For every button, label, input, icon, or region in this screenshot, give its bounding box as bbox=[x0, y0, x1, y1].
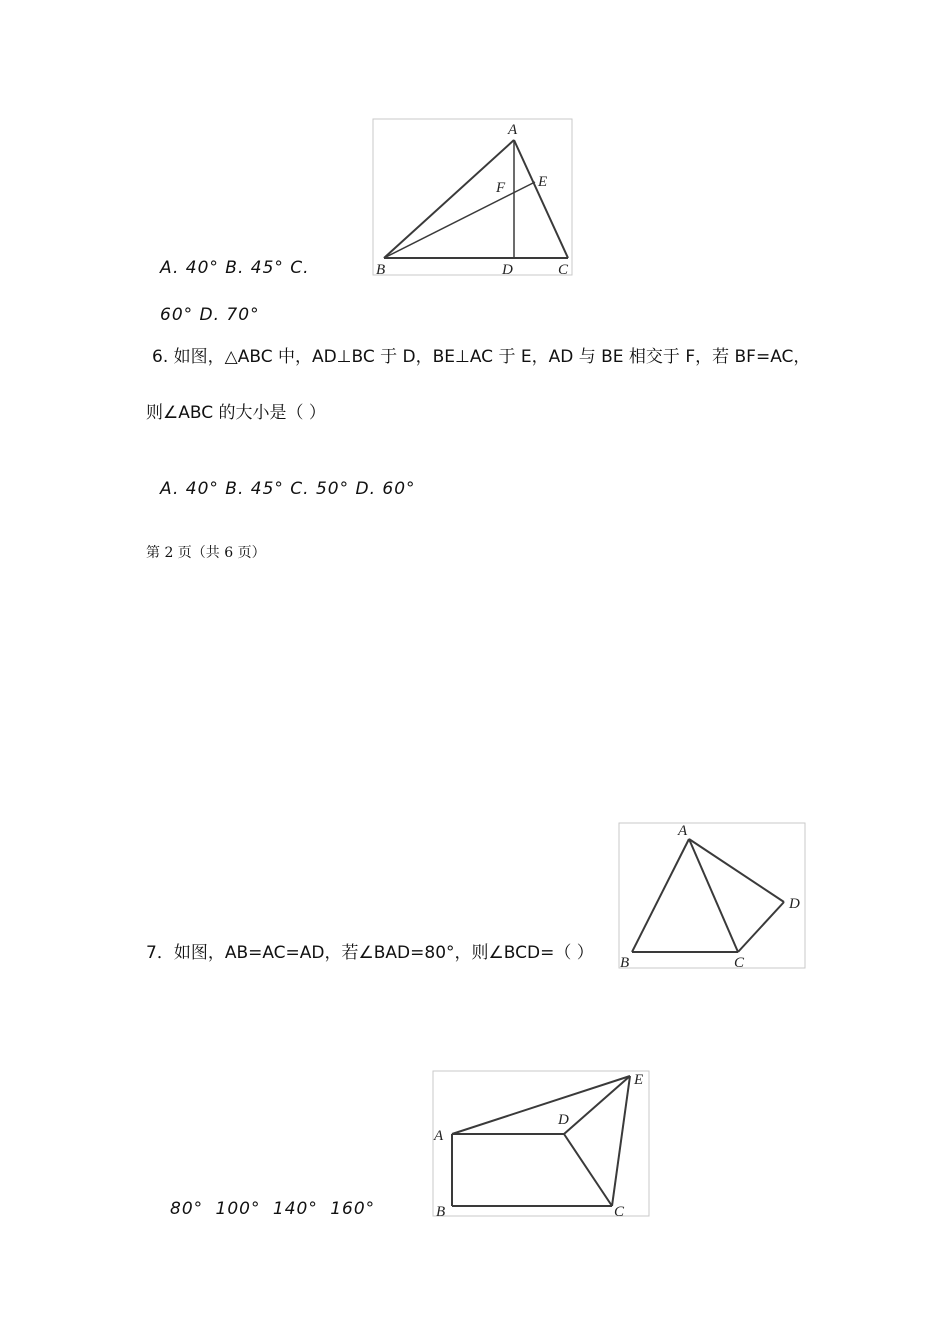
label-a: A bbox=[508, 122, 518, 138]
q6-stem-line2: 则∠ABC 的大小是（ ） bbox=[146, 403, 326, 423]
label-d: D bbox=[789, 896, 800, 912]
segment-cd bbox=[738, 902, 784, 952]
q6-stem-line1: 6. 如图，△ABC 中，AD⊥BC 于 D，BE⊥AC 于 E，AD 与 BE 相交于 F，若 BF=AC， bbox=[152, 347, 811, 367]
q7-figure bbox=[618, 822, 808, 970]
page-footer: 第 2 页（共 6 页） bbox=[146, 545, 266, 561]
label-b: B bbox=[620, 955, 630, 970]
segment-de bbox=[564, 1076, 630, 1134]
label-a: A bbox=[678, 823, 688, 839]
label-f: F bbox=[496, 180, 506, 196]
segment-dc bbox=[564, 1134, 612, 1206]
q8-options: 80° 100° 140° 160° bbox=[170, 1199, 376, 1219]
label-c: C bbox=[558, 262, 569, 278]
label-a: A bbox=[434, 1128, 444, 1144]
segment-ab bbox=[384, 140, 514, 258]
label-c: C bbox=[734, 955, 745, 970]
q5-options-line1: A. 40° B. 45° C. bbox=[160, 258, 310, 278]
q5-options-line2: 60° D. 70° bbox=[160, 305, 260, 325]
segment-ec bbox=[612, 1076, 630, 1206]
label-d: D bbox=[558, 1112, 569, 1128]
q6-options: A. 40° B. 45° C. 50° D. 60° bbox=[160, 479, 416, 499]
segment-ac bbox=[514, 140, 568, 258]
label-d: D bbox=[502, 262, 513, 278]
label-b: B bbox=[436, 1204, 446, 1218]
figure-frame bbox=[619, 823, 805, 968]
figure-frame bbox=[433, 1071, 649, 1216]
segment-be bbox=[384, 182, 535, 258]
segment-ab bbox=[632, 839, 689, 952]
q5-triangle-figure bbox=[372, 118, 574, 278]
label-b: B bbox=[376, 262, 386, 278]
q8-figure bbox=[432, 1070, 652, 1218]
figure-frame bbox=[373, 119, 572, 275]
label-e: E bbox=[538, 174, 548, 190]
q7-stem: 7．如图，AB=AC=AD，若∠BAD=80°，则∠BCD=（ ） bbox=[146, 943, 594, 963]
label-c: C bbox=[614, 1204, 625, 1218]
segment-ae bbox=[452, 1076, 630, 1134]
label-e: E bbox=[634, 1072, 644, 1088]
